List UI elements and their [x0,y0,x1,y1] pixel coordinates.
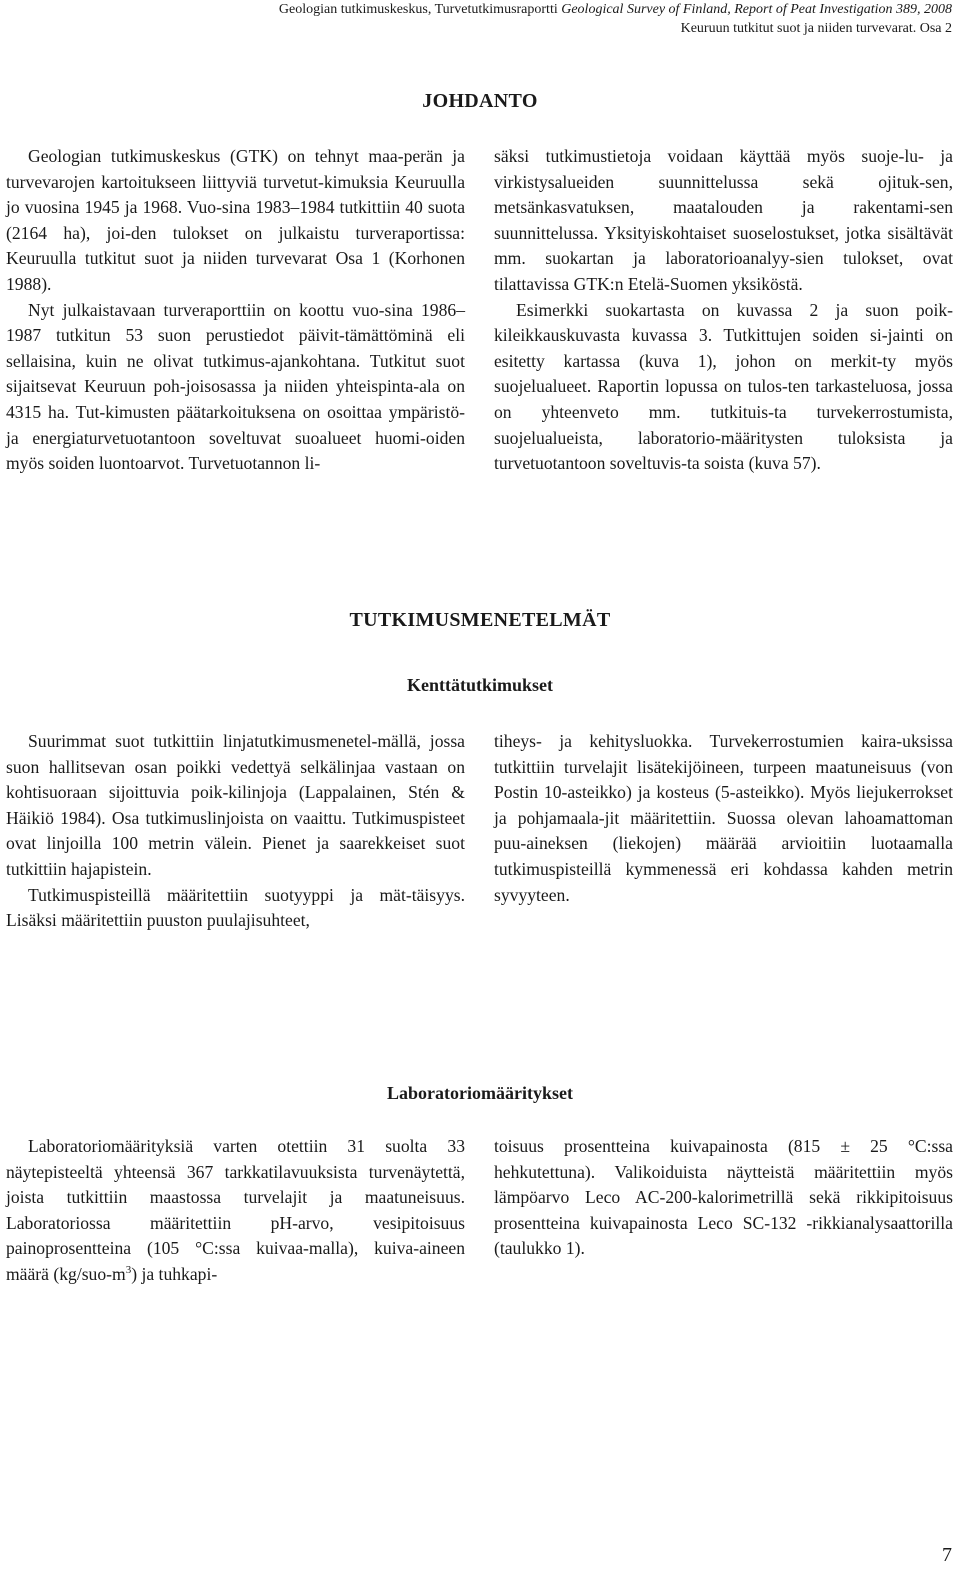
kentta-right-column [494,729,953,908]
paragraph: Nyt julkaistavaan turveraporttiin on koottu vuo-sina 1986–1987 tutkitun 53 suon perustiedot päivit-tämättöminä eli sellaisina, kuin ne olivat tutkimus-ajankohtana. Tutkitut suot sijaitsevat Keuruun poh-joisosassa ja niiden yhteispinta-ala on 4315 ha. Tut-kimusten päätarkoituksena on osoittaa ympäristö- ja energiaturvetuotantoon soveltuvat suoalueet huomi-oiden myös soiden luontoarvot. Turvetuotannon li- [6,299,465,474]
kentta-left-column [6,729,465,934]
header-series: Geological Survey of Finland, Report of Peat Investigation 389, 2008 [561,2,952,17]
paragraph: Suurimmat suot tutkittiin linjatutkimusmenetel-mällä, jossa suon hallitsevan osan poikki vedettyä selkälinjaa vastaan on kohtisuoraan sijoittuvia poik-kilinjoja (Lappalainen, Stén & Häikiö 1984). Osa tutkimuslinjoista on vaaittu. Tutkimuspisteet ovat linjoilla 100 metrin välein. Pienet ja saarekkeiset suot tutkittiin hajapistein. [6,731,465,879]
johdanto-left-column [6,144,465,477]
paragraph: Esimerkki suokartasta on kuvassa 2 ja suon poik-kileikkauskuvasta kuvassa 3. Tutkittujen soiden si-jainti on esitetty kartassa (kuva 1), johon on merkit-ty myös suojelualueet. Raportin lopussa on tulos-ten tarkasteluosa, jossa on yhteenveto mm. tutkituis-ta turvekerrostumista, suojelualueista, laboratorio-määritysten tuloksista ja turvetuotantoon soveltuvis-ta soista (kuva 57). [494,299,953,474]
paragraph: säksi tutkimustietoja voidaan käyttää myös suoje-lu- ja virkistysalueiden suunnittelussa sekä ojituk-sen, metsänkasvatuksen, maatalouden ja rakentami-sen suunnittelussa. Yksityiskohtaiset suoselostukset, jotka sisältävät mm. suokartan ja laboratorioanalyy-sien tulokset, ovat tilattavissa GTK:n Etelä-Suomen yksiköstä. [494,146,953,294]
subsection-title-laboratoriomaaritykset: Laboratoriomääritykset [387,1083,573,1103]
section-title-menetelmat: TUTKIMUSMENETELMÄT [349,609,611,631]
running-header-line1 [279,1,952,19]
page-number: 7 [942,1544,952,1566]
running-header-line2: Keuruun tutkitut suot ja niiden turvevarat. Osa 2 [680,21,952,36]
paragraph: tiheys- ja kehitysluokka. Turvekerrostumien kaira-uksissa tutkittiin turvelajit lisätekijöineen, turpeen maatuneisuus (von Postin 10-asteikko) ja kosteus (5-asteikko). Myös liejukerrokset ja pohjamaala-jit määritettiin. Suossa olevan lahoamattoman puu-aineksen (liekojen) määrää arvioitiin luotaamalla tutkimuspisteillä kymmenessä eri kohdassa kahden metrin syvyyteen. [494,731,953,905]
johdanto-right-column [494,144,953,477]
subsection-title-kenttatutkimukset: Kenttätutkimukset [406,675,553,695]
lab-left-column [6,1134,465,1288]
paragraph-text: ) ja tuhkapi- [131,1263,218,1284]
paragraph [6,1134,465,1288]
lab-right-column [494,1134,953,1262]
paragraph-text: Laboratoriomäärityksiä varten otettiin 31 suolta 33 näytepisteeltä yhteensä 367 tarkkatilavuuksista turvenäytettä, joista tutkittiin maastossa turvelajit ja maatuneisuus. Laboratoriossa määritettiin pH-arvo, vesipitoisuus painoprosentteina (105 °C:ssa kuivaa-malla), kuiva-aineen määrä (kg/suo-m [6,1136,465,1284]
superscript: 3 [125,1263,132,1276]
paragraph: Tutkimuspisteillä määritettiin suotyyppi ja mät-täisyys. Lisäksi määritettiin puuston puulajisuhteet, [6,884,465,931]
paragraph: Geologian tutkimuskeskus (GTK) on tehnyt maa-perän ja turvevarojen kartoitukseen liittyviä turvetut-kimuksia Keuruulla jo vuosina 1945 ja 1968. Vuo-sina 1983–1984 tutkittiin 40 suota (2164 ha), joi-den tulokset on julkaistu turveraportissa: Keuruulla tutkitut suot ja niiden turvevarat Osa 1 (Korhonen 1988). [6,146,465,294]
section-title-johdanto: JOHDANTO [422,90,538,112]
header-publisher: Geologian tutkimuskeskus, Turvetutkimusraportti [278,2,558,17]
paragraph: toisuus prosentteina kuivapainosta (815 ± 25 °C:ssa hehkutettuna). Valikoiduista näytteistä määritettiin myös lämpöarvo Leco AC-200-kalorimetrillä sekä rikkipitoisuus prosentteina kuivapainosta Leco SC-132 -rikkianalysaattorilla (taulukko 1). [494,1136,953,1259]
